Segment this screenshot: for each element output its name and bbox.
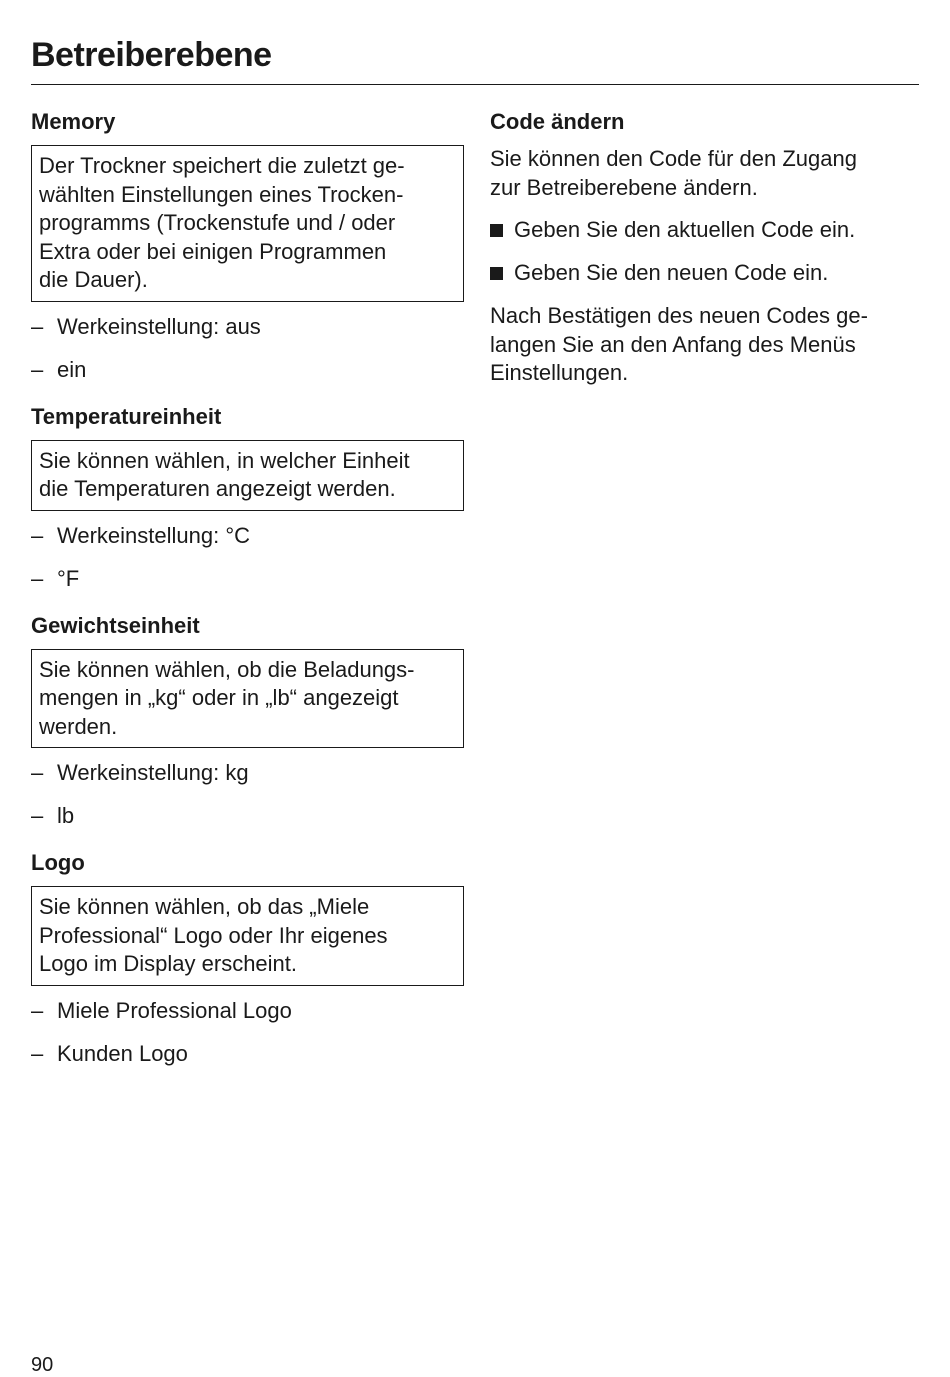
weight-heading: Gewichtseinheit [31,612,200,638]
code-intro-line: Sie können den Code für den Zugang [490,146,857,171]
code-intro-line: zur Betreiberebene ändern. [490,174,758,200]
code-step [490,259,920,287]
temperature-description-box [31,440,464,511]
dash-marker: – [31,997,44,1023]
logo-box-line: Professional“ Logo oder Ihr eigenes [39,922,388,948]
memory-option-label: Werkeinstellung: aus [57,313,261,339]
logo-option [31,1040,464,1068]
section-temperature [31,403,464,593]
code-outro-line: Nach Bestätigen des neuen Codes ge- [490,303,868,328]
memory-box-line: wählten Einstellungen eines Trocken- [39,181,404,207]
right-column [490,108,920,402]
code-heading: Code ändern [490,109,625,134]
code-outro [490,302,920,388]
dash-marker: – [31,313,44,339]
memory-box-line: Extra oder bei einigen Programmen [39,238,387,264]
memory-heading: Memory [31,109,116,134]
logo-heading: Logo [31,850,85,875]
temperature-box-line: die Temperaturen angezeigt werden. [39,476,396,501]
code-intro [490,145,920,202]
temperature-option-label: Werkeinstellung: °C [57,522,251,548]
code-step-label: Geben Sie den neuen Code ein. [514,260,829,285]
temperature-box-line: Sie können wählen, in welcher Einheit [39,447,410,473]
temperature-option-label: °F [57,565,80,591]
memory-option [31,313,464,341]
memory-box-line: Der Trockner speichert die zuletzt ge- [39,153,405,178]
logo-option-label: Miele Professional Logo [57,997,292,1023]
dash-marker: – [31,1040,44,1066]
square-bullet-icon [490,224,503,237]
weight-box-line: werden. [39,713,118,739]
square-bullet-icon [490,267,503,280]
section-memory [31,108,464,384]
page-title: Betreiberebene [31,36,272,74]
dash-marker: – [31,760,44,785]
code-step [490,216,920,244]
dash-marker: – [31,356,44,382]
memory-description-box [31,145,464,302]
weight-option-label: Werkeinstellung: kg [57,760,249,785]
temperature-option [31,522,464,550]
weight-option-label: lb [57,803,75,828]
section-logo [31,849,464,1068]
code-outro-line: langen Sie an den Anfang des Menüs [490,331,856,357]
dash-marker: – [31,803,44,828]
memory-box-line: die Dauer). [39,267,148,292]
memory-box-line: programms (Trockenstufe und / oder [39,210,396,235]
code-outro-line: Einstellungen. [490,360,629,385]
logo-option [31,997,464,1025]
section-weight [31,612,464,831]
title-divider [31,84,919,85]
memory-option-label: ein [57,356,87,382]
logo-description-box [31,886,464,986]
temperature-heading: Temperatureinheit [31,403,222,429]
temperature-option [31,565,464,593]
dash-marker: – [31,565,44,591]
page-number: 90 [31,1354,54,1376]
logo-box-line: Sie können wählen, ob das „Miele [39,894,370,919]
weight-box-line: mengen in „kg“ oder in „lb“ angezeigt [39,685,399,710]
code-step-label: Geben Sie den aktuellen Code ein. [514,217,856,242]
dash-marker: – [31,522,44,548]
logo-box-line: Logo im Display erscheint. [39,951,298,976]
left-column [31,108,464,1087]
weight-option [31,759,464,787]
weight-option [31,802,464,830]
memory-option [31,356,464,384]
logo-option-label: Kunden Logo [57,1040,188,1066]
weight-description-box [31,649,464,749]
weight-box-line: Sie können wählen, ob die Beladungs- [39,656,415,682]
